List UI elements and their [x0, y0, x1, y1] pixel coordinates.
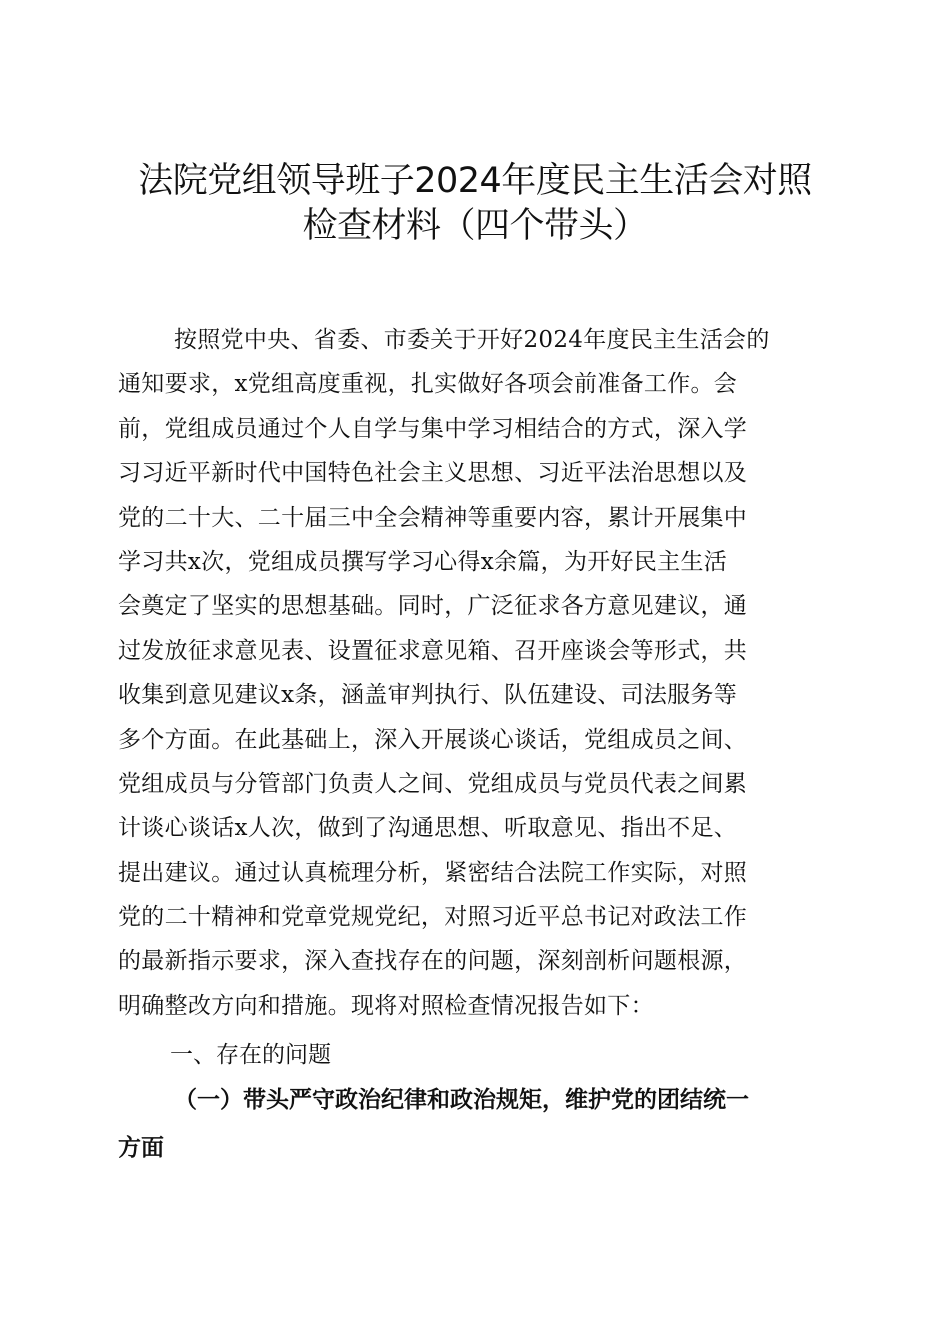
paragraph-line: 前，党组成员通过个人自学与集中学习相结合的方式，深入学 [118, 415, 748, 442]
document-title-line-1: 法院党组领导班子2024年度民主生活会对照 [138, 161, 812, 201]
paragraph-line: 学习共x次，党组成员撰写学习心得x余篇，为开好民主生活 [118, 548, 728, 575]
section-heading-problems: 一、存在的问题 [170, 1042, 331, 1068]
subsection-heading [118, 1076, 838, 1172]
paragraph-line: 提出建议。通过认真梳理分析，紧密结合法院工作实际，对照 [118, 859, 748, 886]
paragraph-line: 明确整改方向和措施。现将对照检查情况报告如下： [118, 992, 654, 1019]
paragraph-line: 收集到意见建议x条，涵盖审判执行、队伍建设、司法服务等 [118, 682, 738, 709]
subsection-heading-line-2: 方面 [118, 1134, 164, 1161]
paragraph-line: 党的二十精神和党章党规党纪，对照习近平总书记对政法工作 [118, 904, 748, 931]
paragraph-line: 计谈心谈话x人次，做到了沟通思想、听取意见、指出不足、 [118, 815, 738, 842]
paragraph-line: 的最新指示要求，深入查找存在的问题，深刻剖析问题根源， [118, 948, 748, 975]
paragraph-line: 按照党中央、省委、市委关于开好2024年度民主生活会的 [174, 327, 770, 353]
paragraph-line: 通知要求，x党组高度重视，扎实做好各项会前准备工作。会 [118, 371, 738, 398]
paragraph-line: 党组成员与分管部门负责人之间、党组成员与党员代表之间累 [118, 770, 748, 797]
document-title-line-2: 检查材料（四个带头） [302, 206, 648, 246]
paragraph-line: 习习近平新时代中国特色社会主义思想、习近平法治思想以及 [118, 460, 748, 487]
paragraph-line: 党的二十大、二十届三中全会精神等重要内容，累计开展集中 [118, 504, 748, 531]
paragraph-line: 多个方面。在此基础上，深入开展谈心谈话，党组成员之间、 [118, 726, 748, 753]
paragraph-line: 过发放征求意见表、设置征求意见箱、召开座谈会等形式，共 [118, 637, 748, 664]
paragraph-line: 会奠定了坚实的思想基础。同时，广泛征求各方意见建议，通 [118, 593, 748, 620]
intro-paragraph [118, 318, 838, 1028]
subsection-heading-line-1: （一）带头严守政治纪律和政治规矩，维护党的团结统一 [174, 1086, 749, 1113]
